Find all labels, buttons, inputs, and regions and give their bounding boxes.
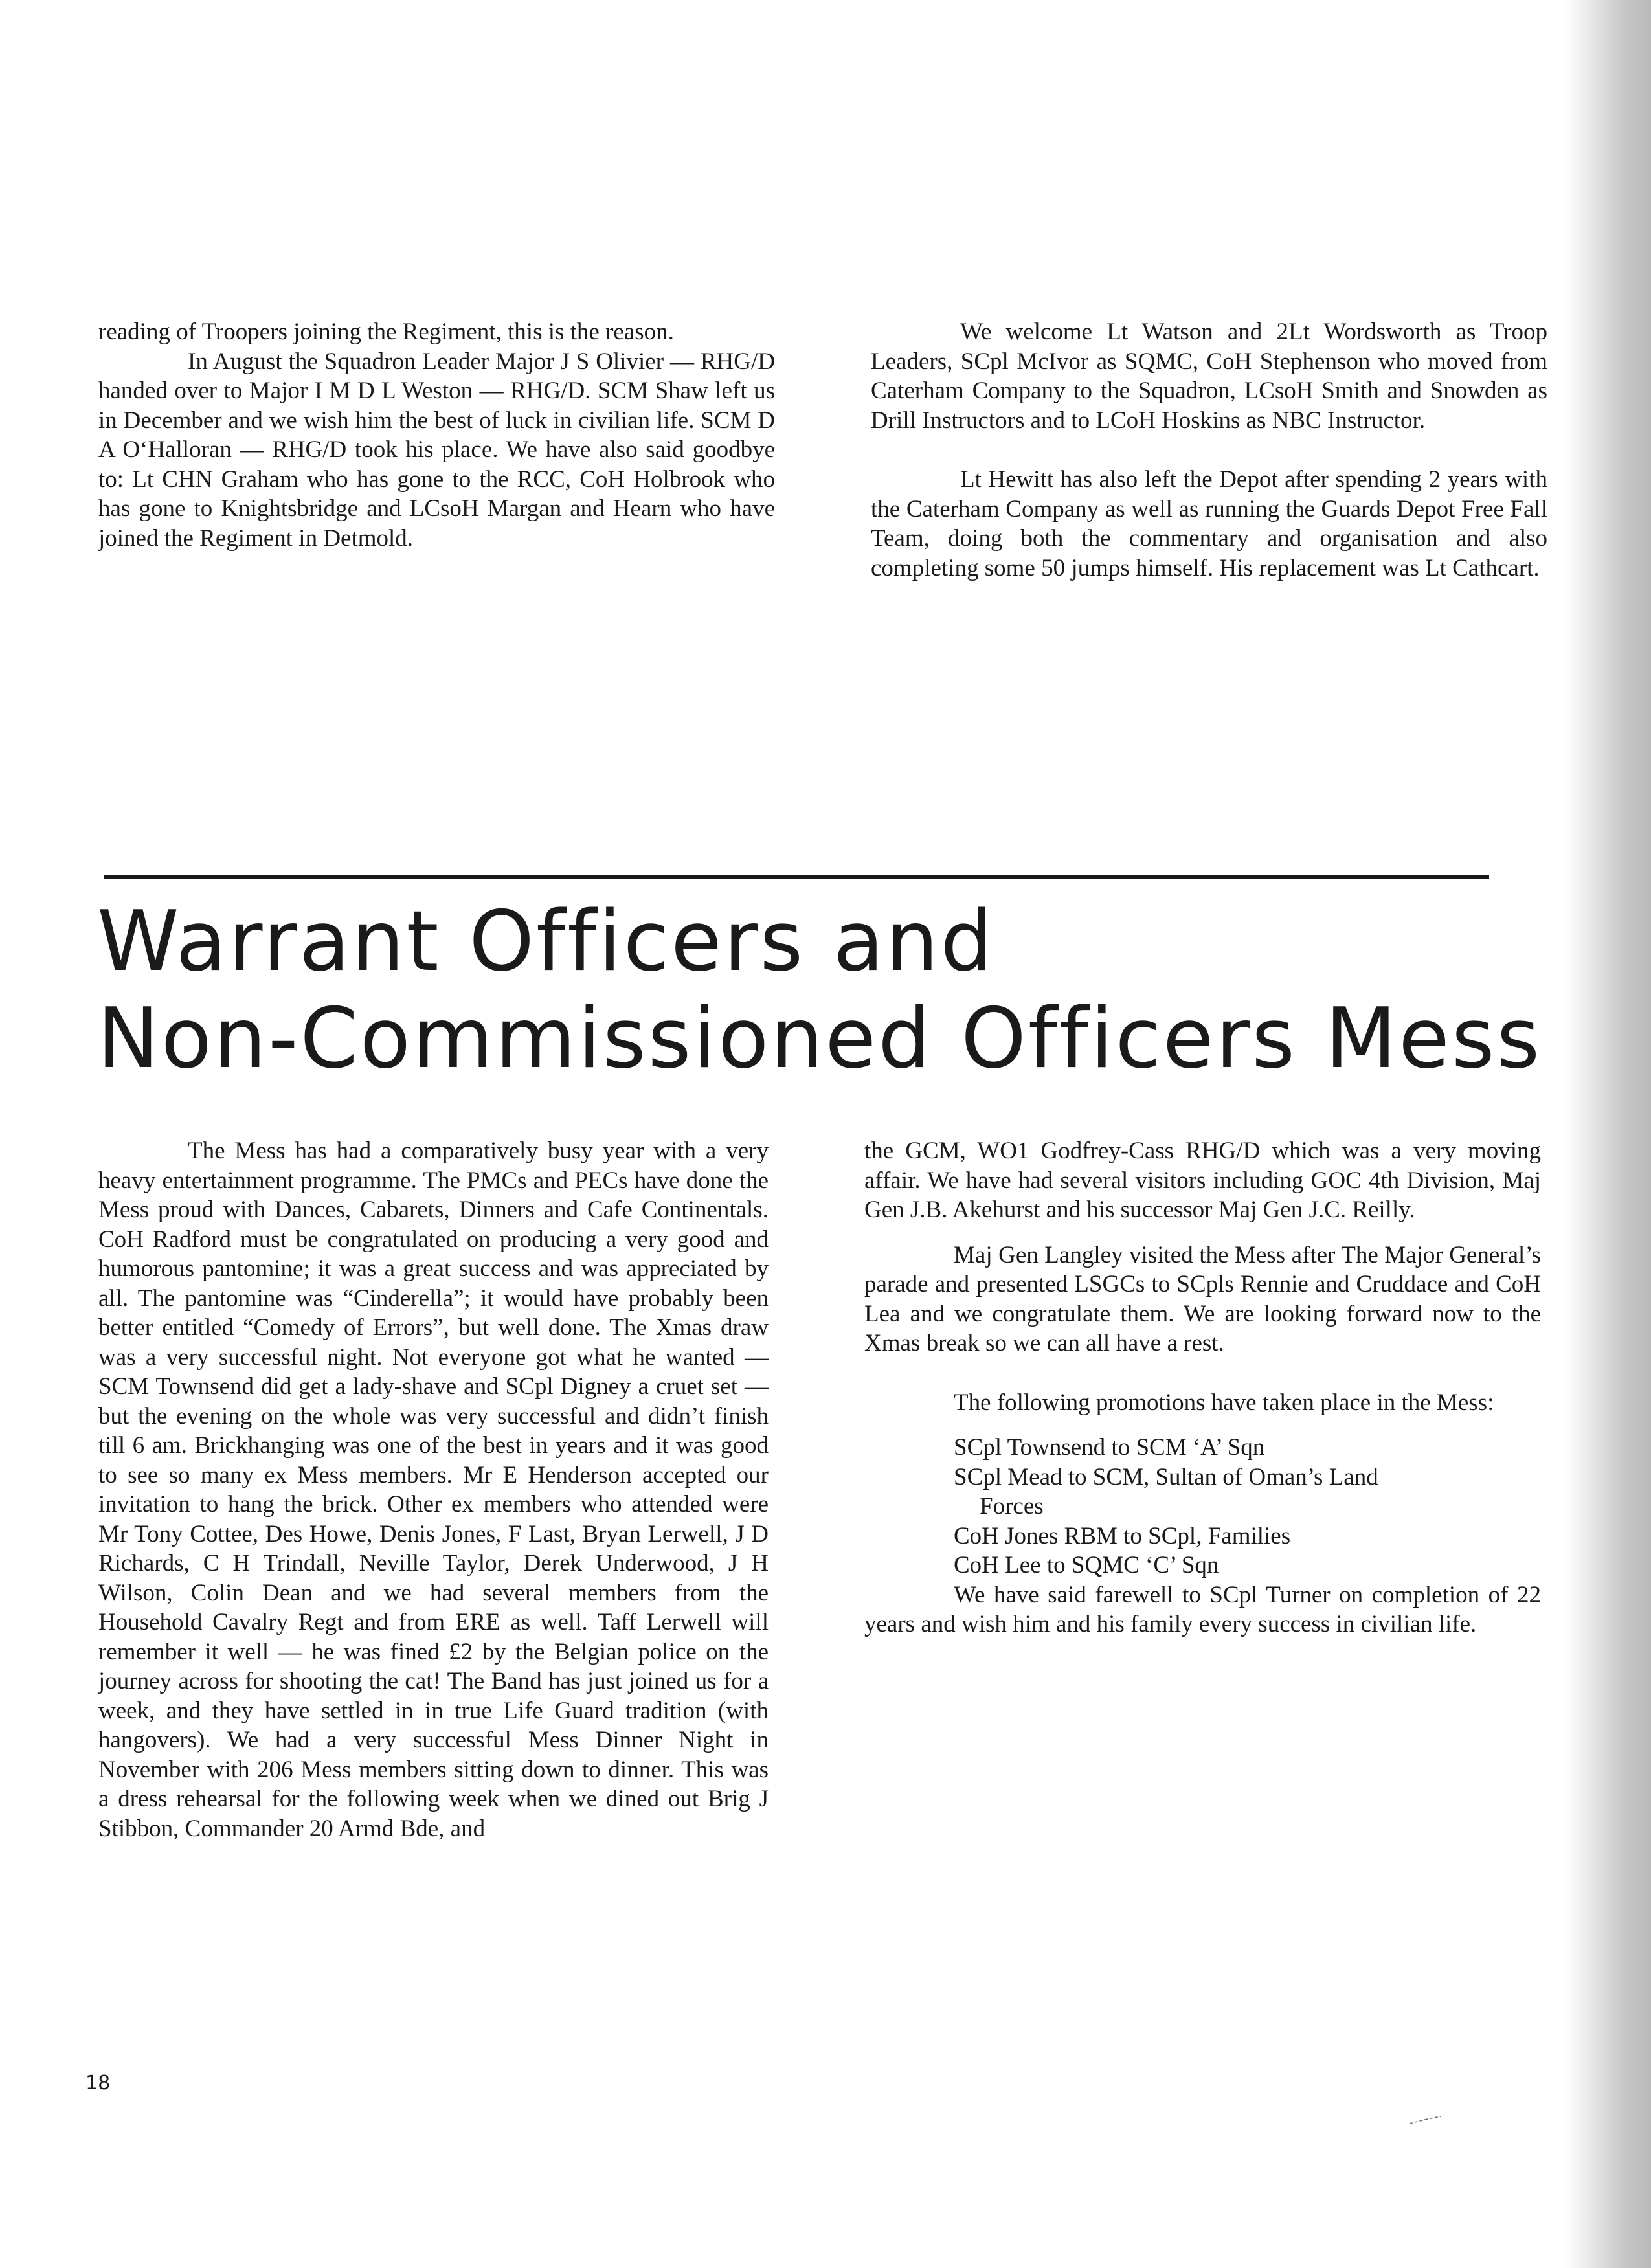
paragraph: The Mess has had a comparatively busy year with a very heavy entertainment programme. The PMCs and PECs have done the Mess proud with Dances, Cabarets, Dinners and Cafe Continentals. CoH Radford must be congratulated on producing a very good and humorous pantomine; it was a great success and was appreciated by all. The pantomine was “Cinderella”; it would have probably been better entitled “Comedy of Errors”, but well done. The Xmas draw was a very successful night. Not everyone got what he wanted — SCM Townsend did get a lady-shave and SCpl Digney a cruet set — but the evening on the whole was very successful and didn’t finish till 6 am. Brickhanging was one of the best in years and it was good to see so many ex Mess members. Mr E Henderson accepted our invitation to hang the brick. Other ex members who attended were Mr Tony Cottee, Des Howe, Denis Jones, F Last, Bryan Lerwell, J D Richards, C H Trindall, Neville Taylor, Derek Underwood, J H Wilson, Colin Dean and we had several members from the Household Cavalry Regt and from ERE as well. Taff Lerwell will remember it well — he was fined £2 by the Belgian police on the journey across for shooting the cat! The Band has just joined us for a week, and they have settled in in true Life Guard tradition (with hangovers). We had a very successful Mess Dinner Night in November with 206 Mess members sitting down to dinner. This was a dress rehearsal for the following week when we dined out Brig J Stibbon, Commander 20 Armd Bde, and [98,1138,769,1842]
paragraph: Lt Hewitt has also left the Depot after spending 2 years with the Caterham Company as well as running the Guards Depot Free Fall Team, doing both the commentary and organisation and also completing some 50 jumps himself. His replacement was Lt Cathcart. [871,466,1547,581]
promotion-item: SCpl Mead to SCM, Sultan of Oman’s Land [954,1463,1378,1490]
top-left-column [98,317,775,553]
page-edge-shadow [1564,0,1651,2268]
section-divider [104,875,1489,879]
stray-pen-mark [1408,2116,1442,2125]
paragraph: In August the Squadron Leader Major J S Olivier — RHG/D handed over to Major I M D L Weston — RHG/D. SCM Shaw left us in December and we wish him the best of luck in civilian life. SCM D A O‘Halloran — RHG/D took his place. We have also said goodbye to: Lt CHN Graham who has gone to the RCC, CoH Holbrook who has gone to Knightsbridge and LCsoH Margan and Hearn who have joined the Regiment in Detmold. [98,348,775,552]
promotions-list [864,1433,1541,1580]
promotion-item: SCpl Townsend to SCM ‘A’ Sqn [954,1434,1265,1461]
bottom-left-column [98,1136,769,1843]
paragraph: the GCM, WO1 Godfrey-Cass RHG/D which was a very moving affair. We have had several visitors including GOC 4th Division, Maj Gen J.B. Akehurst and his successor Maj Gen J.C. Reilly. [864,1138,1541,1223]
section-heading [97,893,1542,1088]
paragraph: We welcome Lt Watson and 2Lt Wordsworth as Troop Leaders, SCpl McIvor as SQMC, CoH Stephenson who moved from Caterham Company to the Squadron, LCsoH Smith and Snowden as Drill Instructors and to LCoH Hoskins as NBC Instructor. [871,319,1547,434]
paragraph: We have said farewell to SCpl Turner on completion of 22 years and wish him and his family every success in civilian life. [864,1581,1541,1637]
paragraph: Maj Gen Langley visited the Mess after The Major General’s parade and presented LSGCs to SCpls Rennie and Cruddace and CoH Lea and we congratulate them. We are looking forward now to the Xmas break so we can all have a rest. [864,1241,1541,1356]
top-right-column [871,317,1547,583]
page-number: 18 [85,2072,111,2094]
promotion-item-continued: Forces [980,1493,1044,1520]
promotion-item: CoH Jones RBM to SCpl, Families [954,1522,1291,1549]
heading-line-2: Non-Commissioned Officers Mess [97,991,1542,1087]
paragraph: reading of Troopers joining the Regiment, this is the reason. [98,319,674,345]
bottom-right-column [864,1136,1541,1639]
paragraph: The following promotions have taken place in the Mess: [954,1389,1494,1416]
promotion-item: CoH Lee to SQMC ‘C’ Sqn [954,1552,1219,1578]
heading-line-1: Warrant Officers and [97,893,995,990]
